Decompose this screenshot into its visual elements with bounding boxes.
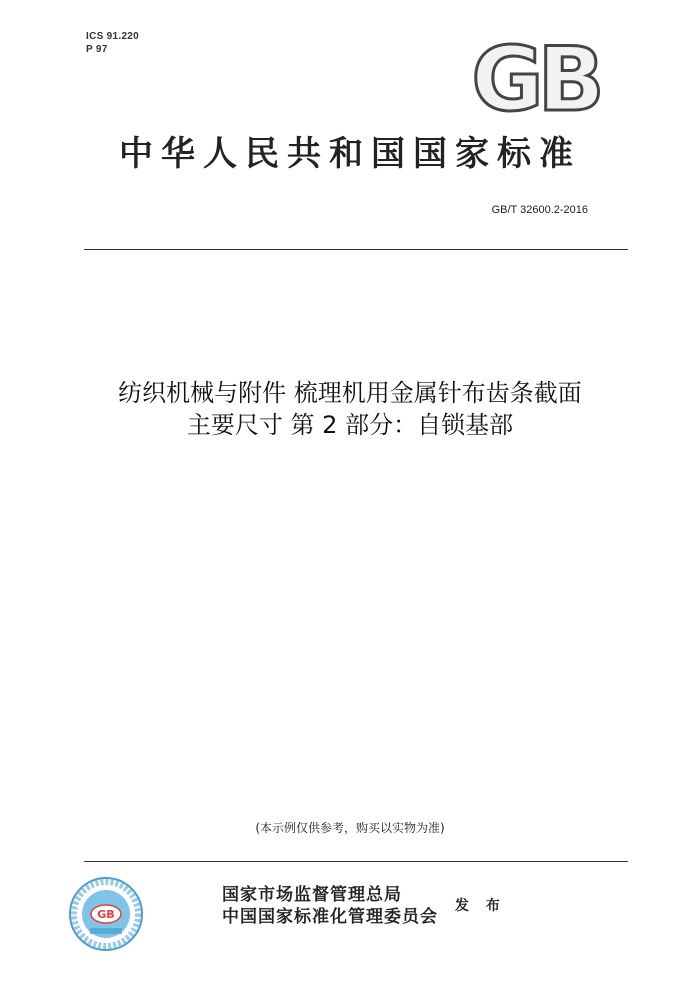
ics-code: ICS 91.220 [86, 31, 140, 42]
bottom-divider [84, 861, 628, 862]
issuer-sac: 中国国家标准化管理委员会 [222, 907, 438, 927]
document-title-line-2: 主要尺寸 第 2 部分：自锁基部 [186, 411, 514, 439]
issuer-samr: 国家市场监督管理总局 [222, 885, 402, 905]
standard-number: GB/T 32600.2-2016 [491, 204, 588, 216]
document-title [40, 377, 660, 441]
ccs-code: P 97 [86, 44, 108, 55]
gb-logo-text: GB [471, 38, 599, 116]
top-divider [84, 249, 628, 250]
standard-title: 中华人民共和国国家标准 [119, 134, 581, 174]
certification-seal-icon [68, 876, 144, 952]
gb-logo [464, 38, 606, 116]
disclaimer-note: (本示例仅供参考，购买以实物为准) [255, 821, 445, 835]
seal-text: GB [97, 908, 115, 921]
publish-label: 发 布 [455, 898, 506, 914]
document-title-line-1: 纺织机械与附件 梳理机用金属针布齿条截面 [118, 379, 582, 407]
issuing-bodies [222, 884, 438, 928]
